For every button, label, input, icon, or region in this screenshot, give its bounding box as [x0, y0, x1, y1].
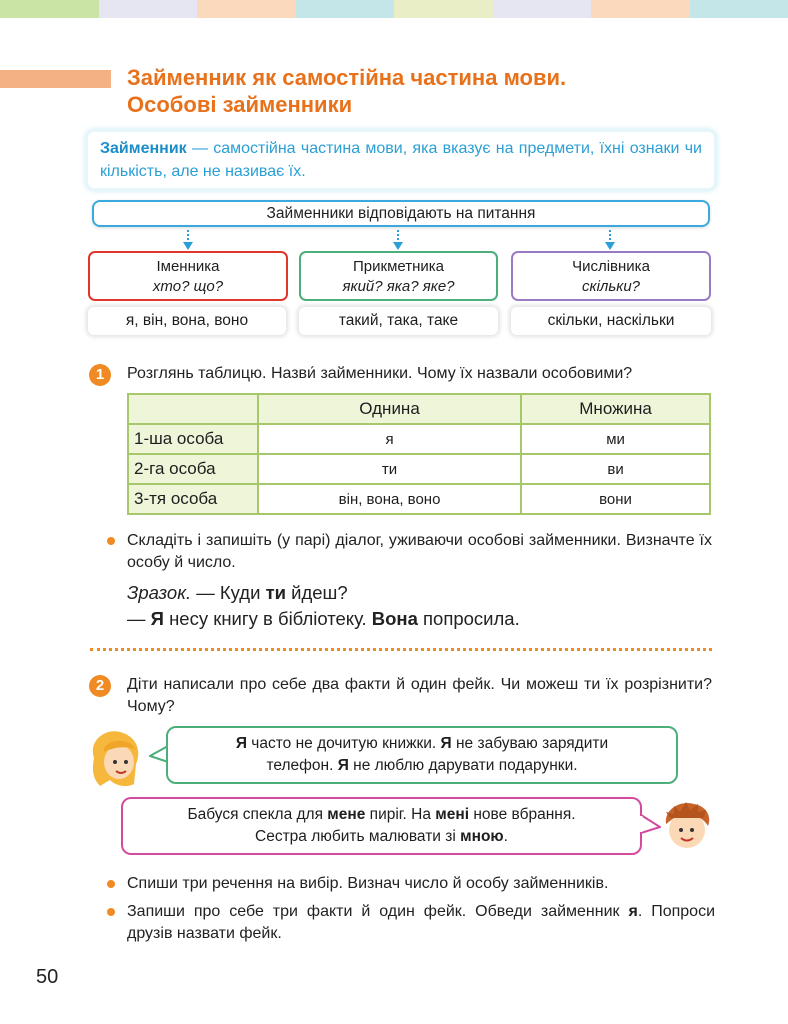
- bubble-line: [123, 804, 640, 826]
- table-cell: ви: [521, 454, 710, 484]
- bubble-pronoun: мене: [327, 806, 366, 823]
- bubble-line: [168, 733, 676, 755]
- examples-noun: я, він, вона, воно: [88, 307, 286, 335]
- questions-box: Займенники відповідають на питання: [92, 200, 710, 227]
- definition-text: — самостійна частина мови, яка вказує на предмети, їхні ознаки чи кількість, але не називає їх.: [100, 140, 702, 180]
- girl-face-icon: [86, 728, 144, 790]
- bullet-pronoun: я: [628, 903, 638, 920]
- table-row-header: 3-тя особа: [128, 484, 258, 514]
- arrow-down-icon: [181, 229, 195, 251]
- table-row: [128, 424, 710, 454]
- sample-line-2: [127, 605, 520, 633]
- task-1-bullet: Складіть і запишіть (у парі) діалог, уживаючи особові займенники. Визначте їх особу й число.: [127, 532, 712, 571]
- task-2-bullet-1: Спиши три речення на вибір. Визнач число й особу займенників.: [127, 875, 609, 892]
- examples-numeral: скільки, наскільки: [511, 307, 711, 335]
- bubble-pronoun: мною: [460, 828, 504, 845]
- table-cell: ти: [258, 454, 521, 484]
- category-noun: [88, 251, 288, 301]
- task-2-text: Діти написали про себе два факти й один фейк. Чи можеш ти їх розрізнити? Чому?: [127, 676, 712, 715]
- bullet-text: . Попроси друзів назвати фейк.: [127, 903, 716, 942]
- bullet-icon: [107, 908, 115, 916]
- sample-text: попросила.: [417, 608, 520, 629]
- table-row-header: 2-га особа: [128, 454, 258, 484]
- category-adjective: [299, 251, 498, 301]
- task-number-badge: 1: [89, 364, 111, 386]
- sample-line-1: [127, 579, 348, 607]
- category-name: Іменника: [156, 258, 220, 275]
- page-number: 50: [36, 966, 59, 988]
- strip-segment: [296, 0, 395, 18]
- arrow-down-icon: [603, 229, 617, 251]
- examples-adjective: такий, така, таке: [299, 307, 498, 335]
- bubble-text: часто не дочитую книжки.: [247, 735, 441, 752]
- table-cell: я: [258, 424, 521, 454]
- table-corner-cell: [128, 394, 258, 424]
- strip-segment: [690, 0, 788, 18]
- personal-pronouns-table: [127, 393, 711, 515]
- title-accent-bar: [0, 70, 111, 88]
- strip-segment: [0, 0, 99, 18]
- strip-segment: [493, 0, 592, 18]
- table-row: [128, 454, 710, 484]
- bubble-pronoun: Я: [235, 735, 247, 752]
- arrow-down-icon: [391, 229, 405, 251]
- title-line-2: Особові займенники: [127, 92, 353, 117]
- task-1-text: Розглянь таблицю. Назви́ займенники. Чому їх назвали особовими?: [127, 365, 633, 382]
- bubble-line: [123, 826, 640, 848]
- table-header-row: [128, 394, 710, 424]
- page-title: [127, 64, 566, 118]
- table-row-header: 1-ша особа: [128, 424, 258, 454]
- definition-term: Займенник: [100, 140, 187, 157]
- boy-face-icon: [660, 800, 714, 852]
- table-cell: вони: [521, 484, 710, 514]
- sample-pronoun: Вона: [371, 608, 418, 629]
- sample-label: Зразок.: [127, 582, 192, 603]
- sample-text: — Куди: [191, 582, 266, 603]
- bubble-text: не забуваю зарядити: [451, 735, 609, 752]
- category-numeral: [511, 251, 711, 301]
- bubble-text: телефон.: [266, 757, 338, 774]
- bubble-text: не люблю дарувати подарунки.: [348, 757, 578, 774]
- sample-text: несу книгу в бібліотеку.: [163, 608, 372, 629]
- sample-pronoun: Я: [150, 608, 164, 629]
- table-header: Множина: [521, 394, 710, 424]
- category-questions: скільки?: [581, 278, 641, 295]
- bubble-pronoun: Я: [337, 757, 349, 774]
- category-name: Числівника: [572, 258, 650, 275]
- table-header: Однина: [258, 394, 521, 424]
- bubble-text: пиріг. На: [365, 806, 436, 823]
- bubble-tail-icon: [639, 813, 661, 835]
- strip-segment: [591, 0, 690, 18]
- bubble-text: Бабуся спекла для: [187, 806, 328, 823]
- category-questions: хто? що?: [152, 278, 224, 295]
- bubble-pronoun: Я: [440, 735, 452, 752]
- bullet-icon: [107, 880, 115, 888]
- speech-bubble-girl: [166, 726, 678, 784]
- strip-segment: [197, 0, 296, 18]
- bubble-text: нове вбрання.: [469, 806, 576, 823]
- category-questions: який? яка? яке?: [342, 278, 455, 295]
- category-name: Прикметника: [353, 258, 444, 275]
- task-2-bullet-2: [127, 901, 715, 945]
- top-color-strip: [0, 0, 788, 18]
- bubble-text: .: [503, 828, 508, 845]
- bubble-text: Сестра любить малювати зі: [255, 828, 461, 845]
- task-number-badge: 2: [89, 675, 111, 697]
- dotted-divider: [90, 648, 712, 651]
- sample-text: —: [127, 608, 151, 629]
- table-row: [128, 484, 710, 514]
- strip-segment: [394, 0, 493, 18]
- speech-bubble-boy: [121, 797, 642, 855]
- definition-box: [88, 132, 714, 188]
- bullet-text: Запиши про себе три факти й один фейк. Обведи займенник: [127, 903, 629, 920]
- sample-pronoun: ти: [265, 582, 286, 603]
- sample-text: йдеш?: [286, 582, 348, 603]
- strip-segment: [99, 0, 198, 18]
- bullet-icon: [107, 537, 115, 545]
- bubble-line: [168, 755, 676, 777]
- bubble-pronoun: мені: [435, 806, 470, 823]
- title-line-1: Займенник як самостійна частина мови.: [127, 65, 567, 90]
- table-cell: він, вона, воно: [258, 484, 521, 514]
- table-cell: ми: [521, 424, 710, 454]
